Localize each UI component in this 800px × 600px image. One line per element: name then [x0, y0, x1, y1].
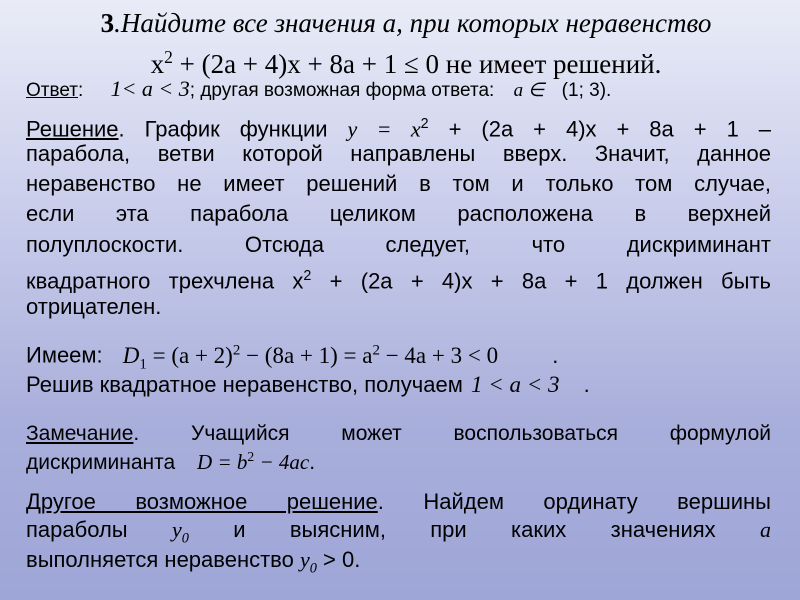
alt-label: Другое возможное решение — [26, 489, 378, 514]
title-line-1: 3.Найдите все значения a, при которых неравенство — [100, 8, 712, 38]
remark-line-2: дискриминанта $D = b^2 - 4ac$. — [26, 449, 316, 474]
problem-number: 3 — [100, 8, 115, 38]
answer-inequality: 1< a < 3 — [110, 76, 190, 101]
remark-label: Замечание — [26, 422, 134, 445]
discriminant-formula: $D_1 = (a + 2)^2 - (8a + 1) = a^2 - 4a + 3 < 0$ — [122, 342, 499, 373]
remark-line-1: Замечание. Учащийся может воспользоваться формулой — [26, 422, 771, 445]
answer-set: a ∈ — [513, 80, 545, 101]
solution-label: Решение — [26, 116, 119, 142]
solution-line-7: отрицателен. — [26, 294, 162, 319]
solve-result: 1 < a < 3 — [470, 372, 560, 397]
solution-line-4: если эта парабола целиком расположена в верхней — [26, 201, 771, 226]
alt-line-3: выполняется неравенство $y_0 > 0$. — [26, 547, 361, 577]
answer-interval: (1; 3). — [561, 80, 612, 101]
solution-line-5: полуплоскости. Отсюда следует, что дискриминант — [26, 232, 771, 257]
have-label: Имеем: — [26, 342, 103, 368]
answer-label: Ответ — [26, 80, 78, 101]
alt-line-1: Другое возможное решение. Найдем ординату вершины — [26, 489, 771, 514]
alt-line-2: параболы $y_0$ и выясним, при каких значениях a — [26, 517, 772, 547]
solution-line-2: парабола, ветви которой направлены вверх. Значит, данное — [26, 141, 771, 166]
solution-line-6: квадратного трехчлена $x^2 + (2a + 4)x + 8a + 1$ должен быть — [26, 268, 771, 294]
solution-line-1: Решение. График функции $y = x^2 + (2a + 4)x + 8a + 1$ – — [26, 116, 772, 142]
answer-line: Ответ: 1< a < 3; другая возможная форма ответа: a ∈ (1; 3). — [26, 76, 612, 101]
problem-title — [26, 6, 786, 81]
have-line: Имеем: $D_1 = (a + 2)^2 - (8a + 1) = a^2 - 4a + 3 < 0$ . — [26, 342, 559, 373]
solve-line: Решив квадратное неравенство, получаем 1 < a < 3 . — [26, 372, 590, 397]
remark-formula: $D = b^2 - 4ac$ — [197, 449, 310, 474]
title-line-2: $x^2 + (2a + 4)x + 8a + 1 \le 0$ не имеет решений. — [150, 47, 662, 79]
solution-line-3: неравенство не имеет решений в том и только том случае, — [26, 171, 771, 196]
